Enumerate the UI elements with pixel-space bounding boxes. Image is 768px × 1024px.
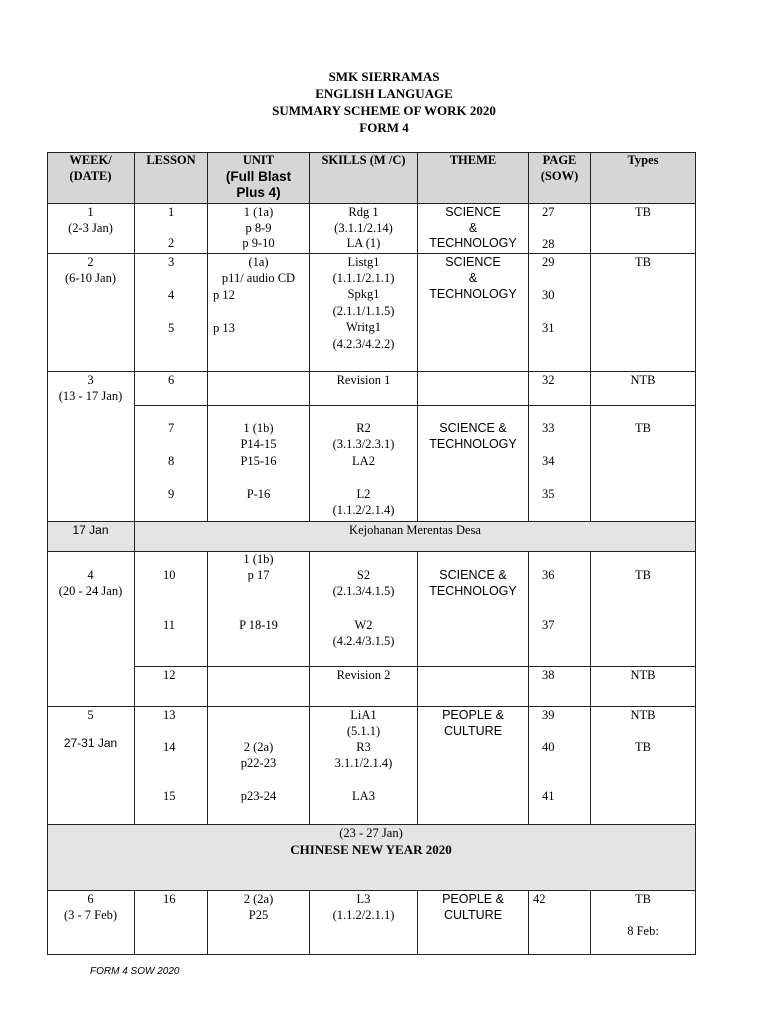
- week-1-skills: Rdg 1 (3.1.1/2.14) LA (1): [310, 204, 418, 254]
- week-3-revision-unit: [208, 372, 310, 406]
- week-2-skills: Listg1 (1.1.1/2.1.1) Spkg1 (2.1.1/1.1.5) Writg1 (4.2.3/4.2.2): [310, 254, 418, 372]
- week-1-theme: SCIENCE & TECHNOLOGY: [418, 204, 529, 254]
- week-6-page: 42: [529, 891, 591, 955]
- week-4-lessons: 10 11: [135, 552, 208, 667]
- col-header-types: Types: [591, 152, 696, 204]
- week-3-type: TB: [591, 406, 696, 522]
- event-17-jan-label: Kejohanan Merentas Desa: [135, 522, 696, 552]
- week-6-note: 8 Feb:: [627, 924, 659, 938]
- col-header-lesson: LESSON: [135, 152, 208, 204]
- week-4-revision-skill: Revision 2: [310, 667, 418, 707]
- week-5-cell: 5 27-31 Jan: [47, 707, 135, 825]
- week-6-type: TB 8 Feb:: [591, 891, 696, 955]
- week-1-pages: 27 28: [529, 204, 591, 254]
- week-3-theme: SCIENCE & TECHNOLOGY: [418, 406, 529, 522]
- week-3-skills: R2 (3.1.3/2.3.1) LA2 L2 (1.1.2/2.1.4): [310, 406, 418, 522]
- week-5-types: NTB TB: [591, 707, 696, 825]
- week-3-revision-theme: [418, 372, 529, 406]
- form-level: FORM 4: [359, 120, 409, 135]
- event-chinese-new-year: (23 - 27 Jan) CHINESE NEW YEAR 2020: [47, 825, 696, 891]
- week-4-revision-theme: [418, 667, 529, 707]
- week-6-theme: PEOPLE & CULTURE: [418, 891, 529, 955]
- col-header-unit: UNIT (Full Blast Plus 4): [208, 152, 310, 204]
- page-footer: FORM 4 SOW 2020: [90, 966, 180, 977]
- week-4-revision-unit: [208, 667, 310, 707]
- week-2-unit: (1a) p11/ audio CD p 12 p 13: [208, 254, 310, 372]
- document-header: [0, 68, 768, 136]
- document-title: SUMMARY SCHEME OF WORK 2020: [272, 103, 496, 118]
- col-header-theme: THEME: [418, 152, 529, 204]
- week-4-unit: 1 (1b) p 17 P 18-19: [208, 552, 310, 667]
- week-5-theme: PEOPLE & CULTURE: [418, 707, 529, 825]
- week-6-lesson: 16: [135, 891, 208, 955]
- week-5-pages: 39 40 41: [529, 707, 591, 825]
- week-5-lessons: 13 14 15: [135, 707, 208, 825]
- week-6-unit: 2 (2a) P25: [208, 891, 310, 955]
- unit-subtitle: (Full Blast Plus 4): [225, 168, 292, 200]
- week-1-cell: 1 (2-3 Jan): [47, 204, 135, 254]
- col-header-page: PAGE (SOW): [529, 152, 591, 204]
- week-5-unit: 2 (2a) p22-23 p23-24: [208, 707, 310, 825]
- week-3-revision-page: 32: [529, 372, 591, 406]
- week-3-lessons: 7 8 9: [135, 406, 208, 522]
- week-1-unit: 1 (1a) p 8-9 p 9-10: [208, 204, 310, 254]
- event-17-jan-date: 17 Jan: [47, 522, 135, 552]
- week-1-lessons: 1 2: [135, 204, 208, 254]
- week-3-revision-type: NTB: [591, 372, 696, 406]
- col-header-skills: SKILLS (M /C): [310, 152, 418, 204]
- week-3-revision-lesson: 6: [135, 372, 208, 406]
- week-6-cell: 6 (3 - 7 Feb): [47, 891, 135, 955]
- subject-name: ENGLISH LANGUAGE: [315, 86, 453, 101]
- week-2-pages: 29 30 31: [529, 254, 591, 372]
- week-3-cell: 3 (13 - 17 Jan): [47, 372, 135, 522]
- week-2-cell: 2 (6-10 Jan): [47, 254, 135, 372]
- week-3-pages: 33 34 35: [529, 406, 591, 522]
- week-2-type: TB: [591, 254, 696, 372]
- week-4-skills: S2 (2.1.3/4.1.5) W2 (4.2.4/3.1.5): [310, 552, 418, 667]
- week-4-revision-lesson: 12: [135, 667, 208, 707]
- week-4-revision-type: NTB: [591, 667, 696, 707]
- week-4-type: TB: [591, 552, 696, 667]
- week-2-theme: SCIENCE & TECHNOLOGY: [418, 254, 529, 372]
- week-4-revision-page: 38: [529, 667, 591, 707]
- col-header-week: WEEK/ (DATE): [47, 152, 135, 204]
- week-3-unit: 1 (1b) P14-15 P15-16 P-16: [208, 406, 310, 522]
- scheme-table: [47, 152, 696, 955]
- school-name: SMK SIERRAMAS: [328, 69, 440, 84]
- week-5-skills: LiA1 (5.1.1) R3 3.1.1/2.1.4) LA3: [310, 707, 418, 825]
- week-1-type: TB: [591, 204, 696, 254]
- week-3-revision-skill: Revision 1: [310, 372, 418, 406]
- week-6-skills: L3 (1.1.2/2.1.1): [310, 891, 418, 955]
- week-4-theme: SCIENCE & TECHNOLOGY: [418, 552, 529, 667]
- week-2-lessons: 3 4 5: [135, 254, 208, 372]
- week-4-pages: 36 37: [529, 552, 591, 667]
- week-4-cell: 4 (20 - 24 Jan): [47, 552, 135, 707]
